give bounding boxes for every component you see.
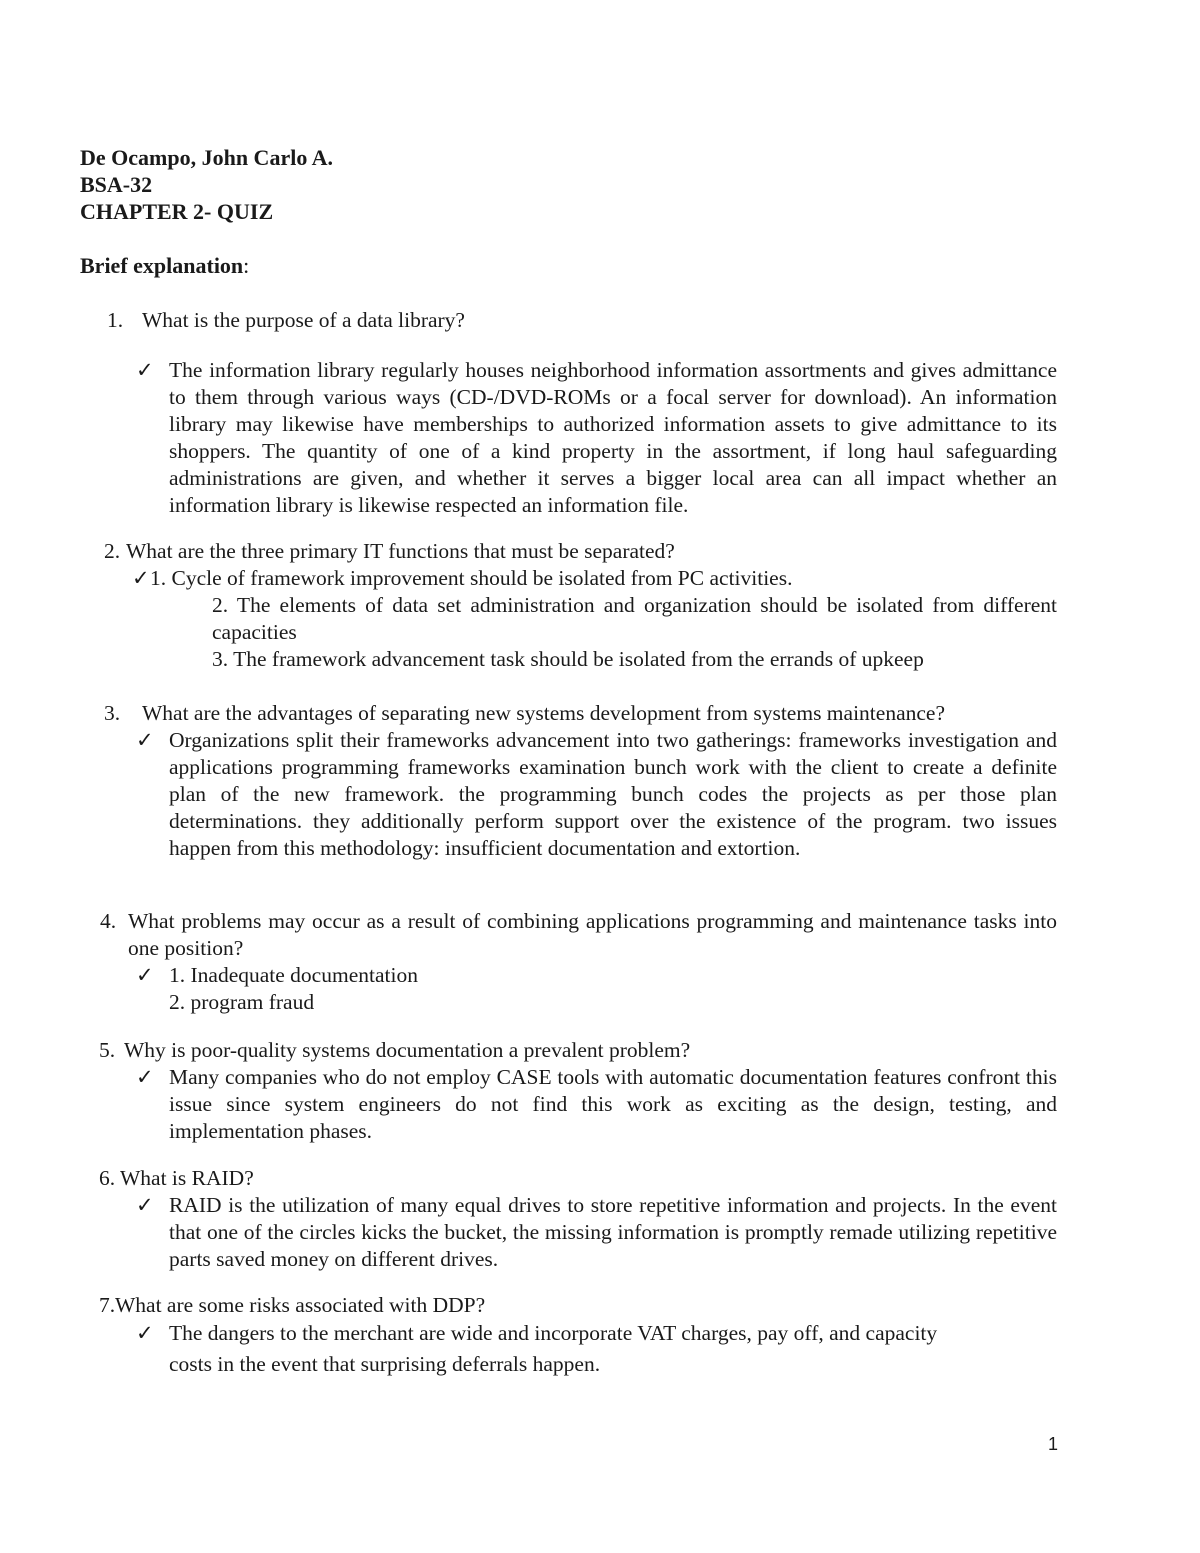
answer-text: The information library regularly houses neighborhood information assortments and gives admittance to them through various ways (CD-/DVD-ROMs or a focal server for download). An information library may likewise have memberships to authorized information assets to give admittance to its shoppers. The quantity of one of a kind property in the assortment, if long haul safeguarding administrations are given, and whether it serves a bigger local area can all impact whether an information library is likewise respected an information file. [169, 358, 1057, 517]
answer-line: The dangers to the merchant are wide and incorporate VAT charges, pay off, and capacity [169, 1321, 938, 1345]
question-text: What is the purpose of a data library? [142, 308, 465, 332]
answer-item: 3. The framework advancement task should be isolated from the errands of upkeep [212, 647, 924, 671]
question-text: Why is poor-quality systems documentation a prevalent problem? [124, 1038, 691, 1062]
checkmark-icon: ✓ [136, 358, 154, 382]
checkmark-icon: ✓ [136, 963, 154, 987]
brief-explanation-heading [80, 252, 249, 279]
answer-item: 2. program fraud [169, 990, 315, 1014]
answer-item: 2. The elements of data set administration and organization should be isolated from different capacities [212, 593, 1057, 644]
question-text: What are the advantages of separating new systems development from systems maintenance? [142, 701, 945, 725]
checkmark-icon: ✓ [136, 1321, 154, 1345]
question-text: What are the three primary IT functions that must be separated? [126, 539, 675, 563]
chapter-title: CHAPTER 2- QUIZ [80, 199, 274, 224]
question-number: 5. [99, 1038, 116, 1062]
checkmark-icon: ✓ [136, 728, 154, 752]
checkmark-icon: ✓ [136, 1065, 154, 1089]
page-number: 1 [1047, 1434, 1058, 1454]
question-number: 6. [99, 1166, 116, 1190]
brief-colon: : [243, 253, 250, 278]
answer-line: costs in the event that surprising deferrals happen. [169, 1352, 601, 1376]
student-name: De Ocampo, John Carlo A. [80, 145, 333, 170]
section: BSA-32 [80, 172, 153, 197]
brief-label: Brief explanation [80, 253, 244, 278]
question-number: 1. [107, 308, 124, 332]
answer-item: 1. Inadequate documentation [169, 963, 418, 987]
answer-text: Many companies who do not employ CASE tools with automatic documentation features confront this issue since system engineers do not find this work as exciting as the design, testing, and implementation phases. [169, 1065, 1057, 1143]
answer-text: Organizations split their frameworks advancement into two gatherings: frameworks investigation and applications programming frameworks examination bunch work with the client to create a definite plan of the new framework. the programming bunch codes the projects as per those plan determinations. they additionally perform support over the existence of the program. two issues happen from this methodology: insufficient documentation and extortion. [169, 728, 1057, 860]
question-number: 2. [104, 539, 121, 563]
answer-item: 1. Cycle of framework improvement should be isolated from PC activities. [150, 566, 793, 590]
question-number: 3. [104, 701, 121, 725]
question-text: What problems may occur as a result of combining applications programming and maintenance tasks into one position? [128, 909, 1057, 960]
question-number: 4. [100, 909, 117, 933]
checkmark-icon: ✓ [132, 566, 150, 590]
question-number: 7. [99, 1293, 116, 1317]
question-text: What is RAID? [120, 1166, 254, 1190]
answer-text: RAID is the utilization of many equal drives to store repetitive information and projects. In the event that one of the circles kicks the bucket, the missing information is promptly remade utilizing repetitive parts saved money on different drives. [169, 1193, 1057, 1271]
question-text: What are some risks associated with DDP? [115, 1293, 486, 1317]
checkmark-icon: ✓ [136, 1193, 154, 1217]
